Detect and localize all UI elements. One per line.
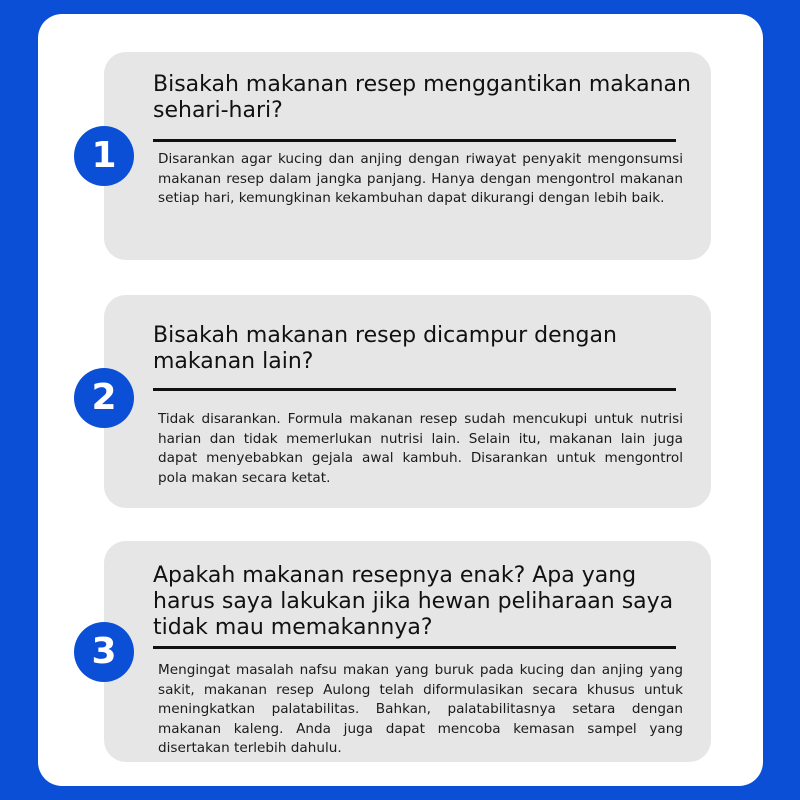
faq-question-3: Apakah makanan resepnya enak? Apa yang harus saya lakukan jika hewan peliharaan saya tidak mau memakannya? (153, 563, 674, 640)
faq-divider-2 (153, 388, 676, 391)
faq-question-2: Bisakah makanan resep dicampur dengan makanan lain? (153, 323, 617, 374)
faq-number-badge-3: 3 (74, 622, 134, 682)
faq-answer-3: Mengingat masalah nafsu makan yang buruk pada kucing dan anjing yang sakit, makanan resep Aulong telah diformulasikan secara khusus untuk meningkatkan palatabilitas. Bahkan, palatabilitasnya setara dengan makanan kaleng. Anda juga dapat mencoba kemasan sampel yang disertakan terlebih dahulu. (158, 662, 683, 756)
faq-divider-3 (153, 646, 676, 649)
faq-answer-2: Tidak disarankan. Formula makanan resep sudah mencukupi untuk nutrisi harian dan tidak memerlukan nutrisi lain. Selain itu, makanan lain juga dapat menyebabkan gejala awal kambuh. Disarankan untuk mengontrol pola makan secara ketat. (158, 411, 683, 486)
faq-number-badge-2: 2 (74, 368, 134, 428)
faq-number-badge-1: 1 (74, 126, 134, 186)
faq-question-1: Bisakah makanan resep menggantikan makanan sehari-hari? (153, 72, 691, 123)
faq-divider-1 (153, 139, 676, 142)
faq-answer-1: Disarankan agar kucing dan anjing dengan riwayat penyakit mengonsumsi makanan resep dalam jangka panjang. Hanya dengan mengontrol makanan setiap hari, kemungkinan kekambuhan dapat dikurangi dengan lebih baik. (158, 151, 683, 206)
